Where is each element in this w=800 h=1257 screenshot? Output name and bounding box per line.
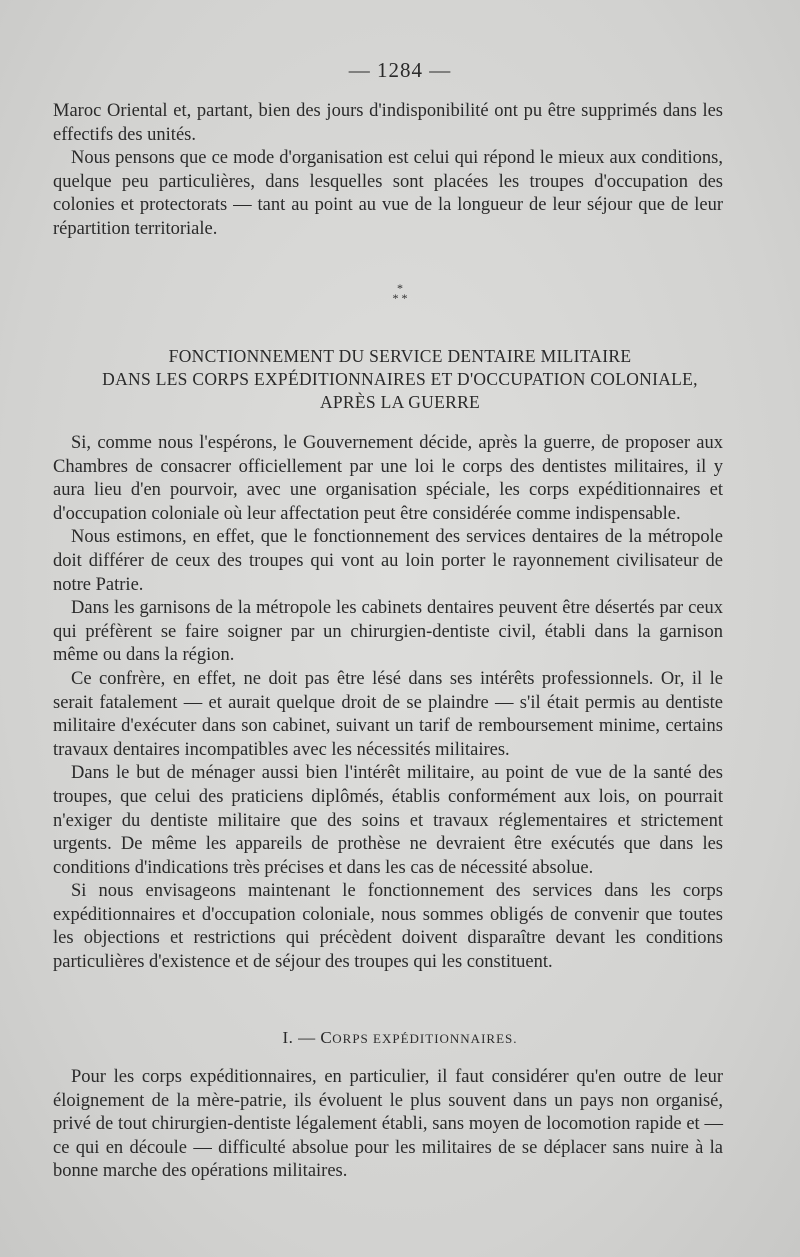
subsection-number: I. — (282, 1028, 316, 1047)
asterism-glyph: * * * (392, 281, 408, 305)
body-paragraph-6: Si nous envisageons maintenant le fonctionnement des services dans les corps expéditionnaires et d'occupation coloniale, nous sommes obligés de convenir que toutes les objections et restrictions qui précèdent doivent disparaître devant les conditions particulières d'existence et de séjour des troupes qui les constituent. (53, 881, 723, 973)
intro-paragraph-1: Maroc Oriental et, partant, bien des jours d'indisponibilité ont pu être supprimés dans les effectifs des unités. (53, 101, 723, 145)
page-number: — 1284 — (348, 58, 452, 82)
section-heading (40, 345, 760, 414)
final-block (53, 1066, 723, 1184)
body-paragraph-3: Dans les garnisons de la métropole les cabinets dentaires peuvent être désertés par ceux qui préfèrent se faire soigner par un chirurgien-dentiste civil, établi dans la garnison même ou dans la région. (53, 598, 723, 666)
body-paragraph-2: Nous estimons, en effet, que le fonctionnement des services dentaires de la métropole doit différer de ceux des troupes qui vont au loin porter le rayonnement civilisateur de notre Patrie. (53, 527, 723, 595)
section-heading-line-3: APRÈS LA GUERRE (319, 392, 481, 412)
body-paragraph-1: Si, comme nous l'espérons, le Gouvernement décide, après la guerre, de proposer aux Chambres de consacrer officiellement par une loi le corps des dentistes militaires, il y aura lieu d'en pourvoir, avec une organisation spéciale, les corps expéditionnaires et d'occupation coloniale où leur affectation peut être considérée comme indispensable. (53, 433, 723, 524)
body-paragraph-4: Ce confrère, en effet, ne doit pas être lésé dans ses intérêts professionnels. Or, il le serait fatalement — et aurait quelque droit de se plaindre — s'il était permis au dentiste militaire d'exécuter dans son cabinet, suivant un tarif de remboursement minime, certains travaux dentaires incompatibles avec les nécessités militaires. (53, 668, 723, 760)
section-heading-line-1: FONCTIONNEMENT DU SERVICE DENTAIRE MILITAIRE (168, 346, 632, 366)
asterism-divider (0, 283, 800, 303)
subsection-heading (0, 1028, 800, 1048)
intro-paragraph-2: Nous pensons que ce mode d'organisation est celui qui répond le mieux aux conditions, quelque peu particulières, dans lesquelles sont placées les troupes d'occupation des colonies et protectorats — tant au point au vue de la longueur de leur séjour que de leur répartition territoriale. (53, 148, 723, 239)
subsection-title-rest: ORPS EXPÉDITIONNAIRES. (332, 1031, 518, 1046)
final-paragraph-1: Pour les corps expéditionnaires, en particulier, il faut considérer qu'en outre de leur éloignement de la mère-patrie, ils évoluent le plus souvent dans un pays non organisé, privé de tout chirurgien-dentiste légalement établi, sans moyen de locomotion rapide et — ce qui en découle — difficulté absolue pour les militaires de se déplacer sans nuire à la bonne marche des opérations militaires. (53, 1067, 723, 1182)
intro-block (53, 100, 723, 242)
body-paragraph-5: Dans le but de ménager aussi bien l'intérêt militaire, au point de vue de la santé des troupes, que celui des praticiens diplômés, établis conformément aux lois, on pourrait n'exiger du dentiste militaire que des soins et travaux réglementaires et strictement urgents. De même les appareils de prothèse ne devraient être exécutés que dans les conditions d'indications très précises et dans les cas de nécessité absolue. (53, 763, 723, 878)
subsection-title-initial: C (320, 1028, 333, 1047)
section-heading-line-2: DANS LES CORPS EXPÉDITIONNAIRES ET D'OCCUPATION COLONIALE, (102, 369, 698, 389)
body-block (53, 432, 723, 975)
